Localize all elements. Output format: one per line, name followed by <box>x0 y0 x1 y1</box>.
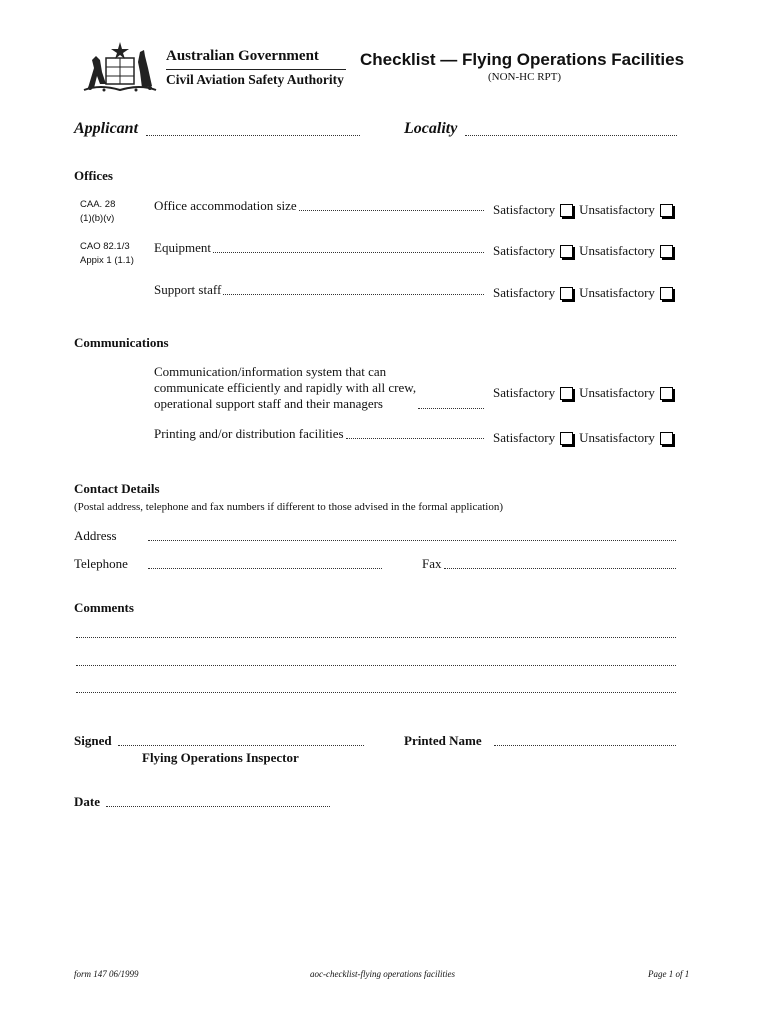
list-item <box>154 198 484 214</box>
list-item <box>154 364 484 412</box>
item-label: Communication/information system that can communicate efficiently and rapidly with all crew, operational support staff and their managers <box>154 364 417 411</box>
telephone-label: Telephone <box>74 556 128 571</box>
header-rule <box>166 69 346 70</box>
rating-row <box>493 430 679 446</box>
satisfactory-checkbox[interactable] <box>560 245 573 258</box>
unsatisfactory-checkbox[interactable] <box>660 432 673 445</box>
document-title: Checklist — Flying Operations Facilities <box>360 50 685 69</box>
printed-name-label: Printed Name <box>404 733 482 748</box>
government-name: Australian Government <box>166 48 319 64</box>
satisfactory-checkbox[interactable] <box>560 204 573 217</box>
unsatisfactory-label: Unsatisfactory <box>579 430 655 445</box>
fax-label: Fax <box>422 556 442 571</box>
fax-field[interactable] <box>444 556 676 569</box>
form-id: form 147 06/1999 <box>74 969 139 979</box>
satisfactory-label: Satisfactory <box>493 243 556 258</box>
unsatisfactory-label: Unsatisfactory <box>579 243 655 258</box>
address-field[interactable] <box>148 528 676 541</box>
comments-line[interactable] <box>76 655 676 666</box>
rating-row <box>493 285 679 301</box>
rating-row <box>493 385 679 401</box>
satisfactory-label: Satisfactory <box>493 385 556 400</box>
page-number: Page 1 of 1 <box>648 969 690 979</box>
document-subtitle: (NON-HC RPT) <box>488 71 562 83</box>
applicant-field[interactable] <box>146 121 360 136</box>
printed-name-field[interactable] <box>494 733 676 746</box>
regulation-reference: CAA. 28 (1)(b)(v) <box>80 199 116 224</box>
satisfactory-label: Satisfactory <box>493 285 556 300</box>
satisfactory-label: Satisfactory <box>493 202 556 217</box>
authority-name: Civil Aviation Safety Authority <box>166 72 344 87</box>
rating-row <box>493 243 679 259</box>
inspector-role: Flying Operations Inspector <box>142 750 299 765</box>
item-label: Equipment <box>154 240 212 255</box>
communications-heading: Communications <box>74 335 169 350</box>
coat-of-arms-icon <box>80 38 160 94</box>
satisfactory-checkbox[interactable] <box>560 432 573 445</box>
telephone-field[interactable] <box>148 556 382 569</box>
comments-heading: Comments <box>74 600 134 615</box>
list-item <box>154 426 484 442</box>
comments-line[interactable] <box>76 682 676 693</box>
unsatisfactory-checkbox[interactable] <box>660 387 673 400</box>
unsatisfactory-checkbox[interactable] <box>660 245 673 258</box>
list-item <box>154 240 484 256</box>
contact-details-heading: Contact Details <box>74 481 160 496</box>
contact-note: (Postal address, telephone and fax numbers if different to those advised in the formal application) <box>74 501 503 513</box>
item-label: Printing and/or distribution facilities <box>154 426 344 441</box>
list-item <box>154 282 484 298</box>
offices-heading: Offices <box>74 168 113 183</box>
signature-field[interactable] <box>118 733 364 746</box>
address-label: Address <box>74 528 117 543</box>
signed-label: Signed <box>74 733 112 748</box>
satisfactory-checkbox[interactable] <box>560 387 573 400</box>
satisfactory-checkbox[interactable] <box>560 287 573 300</box>
satisfactory-label: Satisfactory <box>493 430 556 445</box>
date-field[interactable] <box>106 794 330 807</box>
applicant-label: Applicant <box>74 120 139 137</box>
rating-row <box>493 202 679 218</box>
regulation-reference: CAO 82.1/3 Appix 1 (1.1) <box>80 241 134 266</box>
unsatisfactory-checkbox[interactable] <box>660 204 673 217</box>
item-label: Support staff <box>154 282 222 297</box>
unsatisfactory-label: Unsatisfactory <box>579 385 655 400</box>
unsatisfactory-checkbox[interactable] <box>660 287 673 300</box>
unsatisfactory-label: Unsatisfactory <box>579 202 655 217</box>
unsatisfactory-label: Unsatisfactory <box>579 285 655 300</box>
comments-line[interactable] <box>76 627 676 638</box>
date-label: Date <box>74 794 100 809</box>
locality-field[interactable] <box>465 121 677 136</box>
file-name: aoc-checklist-flying operations facilities <box>310 969 455 979</box>
item-label: Office accommodation size <box>154 198 297 213</box>
locality-label: Locality <box>404 120 458 137</box>
